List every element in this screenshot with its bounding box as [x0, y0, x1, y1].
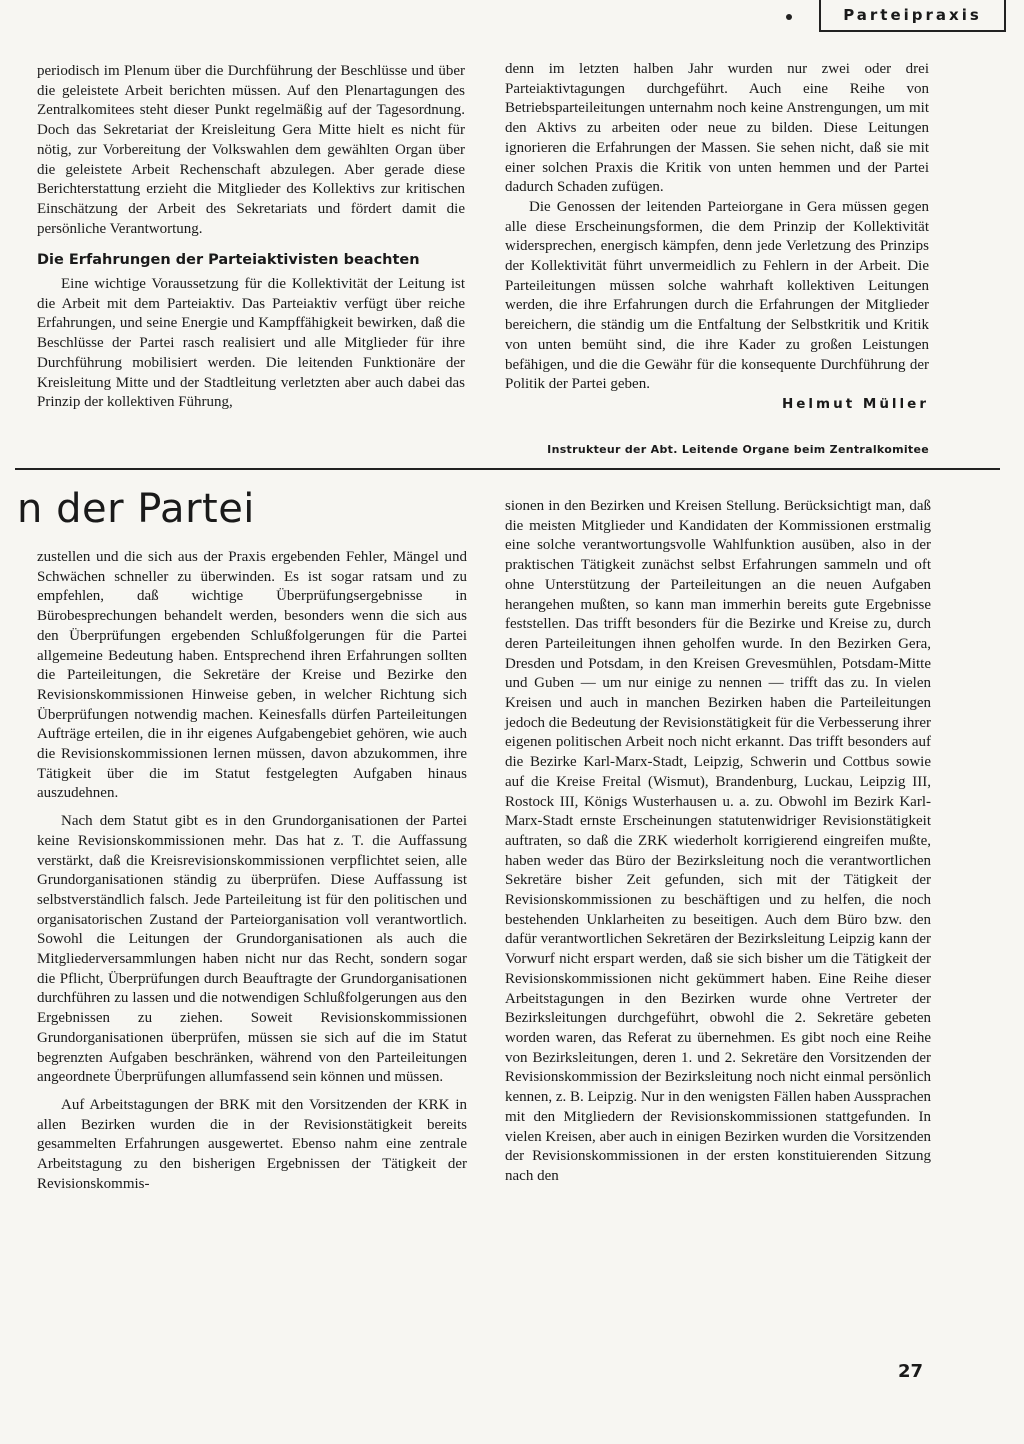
article-title: n der Partei — [17, 486, 255, 532]
paragraph: Nach dem Statut gibt es in den Grundorganisationen der Partei keine Revisionskommissionen mehr. Das hat z. T. die Auffassung verstärkt, daß die Kreisrevisionskommissionen verpflichtet seien, alle Grundorganisationen ständig zu überprüfen. Diese Auffassung ist selbstverständlich falsch. Jede Parteileitung ist für den politischen und organisatorischen Zustand der Parteiorganisation voll verantwortlich. Sowohl die Leitungen der Grundorganisationen als auch die Mitgliederversammlungen haben nicht nur das Recht, sondern sogar die Pflicht, Überprüfungen durch Beauftragte der Grundorganisationen durchführen zu lassen und die notwendigen Schlußfolgerungen aus den Ergebnissen zu ziehen. Soweit Revisionskommissionen Grundorganisationen überprüfen, müssen sie sich auf die im Statut begrenzten Aufgaben beschränken, während von den Parteileitungen angeordnete Überprüfungen allumfassend sein können und müssen. — [37, 813, 467, 1086]
paragraph: sionen in den Bezirken und Kreisen Stellung. Berücksichtigt man, daß die meisten Mitglieder und Kandidaten der Kommissionen erstmalig eine solche verantwortungsvolle Wahlfunktion ausüben, also in der praktischen Tätigkeit zunächst selbst Erfahrungen sammeln und oft ohne Unterstützung der Parteileitungen an die neuen Aufgaben herangehen mußten, so kann man immerhin bereits gute Ergebnisse feststellen. Das trifft besonders für die Bezirke und Kreise zu, durch deren Parteileitungen ihnen geholfen wurde. In den Bezirken Gera, Dresden und Potsdam, in den Kreisen Grevesmühlen, Potsdam-Mitte und Guben — um nur einige zu nennen — trifft das zu. In vielen Kreisen und auch in manchen Bezirken haben die Parteileitungen jedoch die Bedeutung der Revisionstätigkeit für die Verbesserung ihrer eigenen politischen Arbeit noch nicht erkannt. Das trifft besonders auf die Bezirke Karl-Marx-Stadt, Leipzig, Schwerin und Cottbus sowie auf die Kreise Freital (Wismut), Brandenburg, Luckau, Leipzig III, Rostock III, Königs Wusterhausen u. a. zu. Obwohl im Bezirk Karl-Marx-Stadt ernste Erscheinungen statutenwidriger Revisionstätigkeit auftraten, so daß die ZRK wiederholt korrigierend eingreifen mußte, haben weder das Büro der Bezirksleitung noch die verantwortlichen Sekretäre bisher Zeit gefunden, sich mit der Tätigkeit der Revisionskommissionen zu beschäftigen und zu helfen, die noch bestehenden Unklarheiten zu beseitigen. Auch dem Büro bzw. den dafür verantwortlichen Sekretären der Bezirksleitung Leipzig kann der Vorwurf nicht erspart werden, daß sie sich bisher um die Tätigkeit der Revisionskommissionen nicht gekümmert haben. Eine Reihe dieser Arbeitstagungen in den Bezirken wurde ohne Vertreter der Bezirksleitungen durchgeführt, obwohl die 2. Sekretäre gebeten worden waren, das Referat zu übernehmen. Es gibt noch eine Reihe von Bezirksleitungen, deren 1. und 2. Sekretäre den Vorsitzenden der Revisionskommission der Bezirksleitung noch nicht einmal persönlich kennen, z. B. Leipzig. Nur in den wenigsten Fällen haben Aussprachen mit den Mitgliedern der Revisionskommissionen stattgefunden. In vielen Kreisen, aber auch in einigen Bezirken wurden die Vorsitzenden der Revisionskommissionen in der ersten konstituierenden Sitzung nach den — [505, 498, 931, 1184]
paragraph: Die Genossen der leitenden Parteiorgane in Gera müssen gegen alle diese Erscheinungsformen, die dem Prinzip der Kollektivität widersprechen, energisch kämpfen, denn jede Verletzung des Prinzips der Kollektivität führt unvermeidlich zu Fehlern in der Arbeit. Die Parteileitungen müssen solche wahrhaft kollektiven Leitungen werden, die ihre Erfahrungen durch die Erfahrungen der Mitglieder bereichern, die ständig um die Entfaltung der Selbstkritik und Kritik von unten bemüht sind, die ihre Kader zu großen Leistungen befähigen, und die die Gewähr für die konsequente Durchführung der Politik der Partei geben. — [505, 198, 929, 393]
section-header: Parteipraxis — [819, 0, 1006, 32]
paragraph: Eine wichtige Voraussetzung für die Kollektivität der Leitung ist die Arbeit mit dem Parteiaktiv. Das Parteiaktiv verfügt über reiche Erfahrungen, und seine Energie und Kampffähigkeit bewirken, daß die Beschlüsse der Partei rasch realisiert und alle Mitglieder für ihre Durchführung mobilisiert werden. Die leitenden Funktionäre der Kreisleitung Mitte und der Stadtleitung verletzten aber auch dabei das Prinzip der kollektiven Führung, — [37, 276, 465, 411]
paragraph: Auf Arbeitstagungen der BRK mit den Vorsitzenden der KRK in allen Bezirken wurden die in der Revisionstätigkeit bereits gesammelten Erfahrungen ausgewertet. Ebenso nahm eine zentrale Arbeitstagung zu den bisherigen Ergebnissen der Tätigkeit der Revisionskommis- — [37, 1096, 467, 1192]
article-divider — [15, 468, 1000, 470]
column-top-left — [37, 62, 465, 413]
author-signature: Helmut Müller — [781, 395, 929, 412]
paragraph: zustellen und die sich aus der Praxis ergebenden Fehler, Mängel und Schwächen schneller zu überwinden. Es ist sogar ratsam und zu empfehlen, daß wichtige Überprüfungsergebnisse in Bürobesprechungen behandelt werden, besonders wenn die sich aus den Überprüfungen ergebenden Schlußfolgerungen für die Partei allgemeine Bedeutung haben. Entsprechend ihren Erfahrungen sollten die Parteileitungen, die Sekretäre der Kreise und Bezirke den Revisionskommissionen Hinweise geben, in welcher Richtung sich Überprüfungen notwendig machen. Keinesfalls dürfen Parteileitungen Aufträge erteilen, die in ihr eigenes Aufgabengebiet gehören, wie auch die Revisionskommissionen lernen müssen, davon abzukommen, ihre Tätigkeit über die im Statut festgelegten Aufgaben hinaus auszudehnen. — [37, 549, 467, 802]
author-role: Instrukteur der Abt. Leitende Organe beim Zentralkomitee — [547, 443, 929, 456]
paragraph: periodisch im Plenum über die Durchführung der Beschlüsse und über die geleistete Arbeit berichten müssen. Auf den Plenartagungen des Zentralkomitees steht dieser Punkt regelmäßig auf der Tagesordnung. Doch das Sekretariat der Kreisleitung Gera Mitte hielt es nicht für nötig, zur Vorbereitung der Volkswahlen dem gewählten Organ über die geleistete Arbeit Rechenschaft abzulegen. Aber gerade diese Berichterstattung erzieht die Mitglieder des Kollektivs zur kritischen Einschätzung der Arbeit des Sekretariats und fördert damit die persönliche Verantwortung. — [37, 63, 465, 237]
page-number: 27 — [898, 1361, 924, 1382]
column-bottom-right — [505, 497, 931, 1187]
paragraph: denn im letzten halben Jahr wurden nur zwei oder drei Parteiaktivtagungen durchgeführt. Auch eine Reihe von Betriebsparteileitungen unternahm noch keine Anstrengungen, um mit den Aktivs zu arbeiten oder neue zu bilden. Diese Leitungen ignorieren die Erfahrungen der Massen. Sie sehen nicht, daß sie mit einer solchen Praxis die Kritik von unten hemmen und der Partei dadurch Schaden zufügen. — [505, 61, 929, 196]
column-top-right — [505, 60, 929, 415]
section-heading: Die Erfahrungen der Parteiaktivisten beachten — [37, 252, 420, 269]
column-bottom-left — [37, 548, 467, 1195]
header-dot — [786, 14, 792, 20]
